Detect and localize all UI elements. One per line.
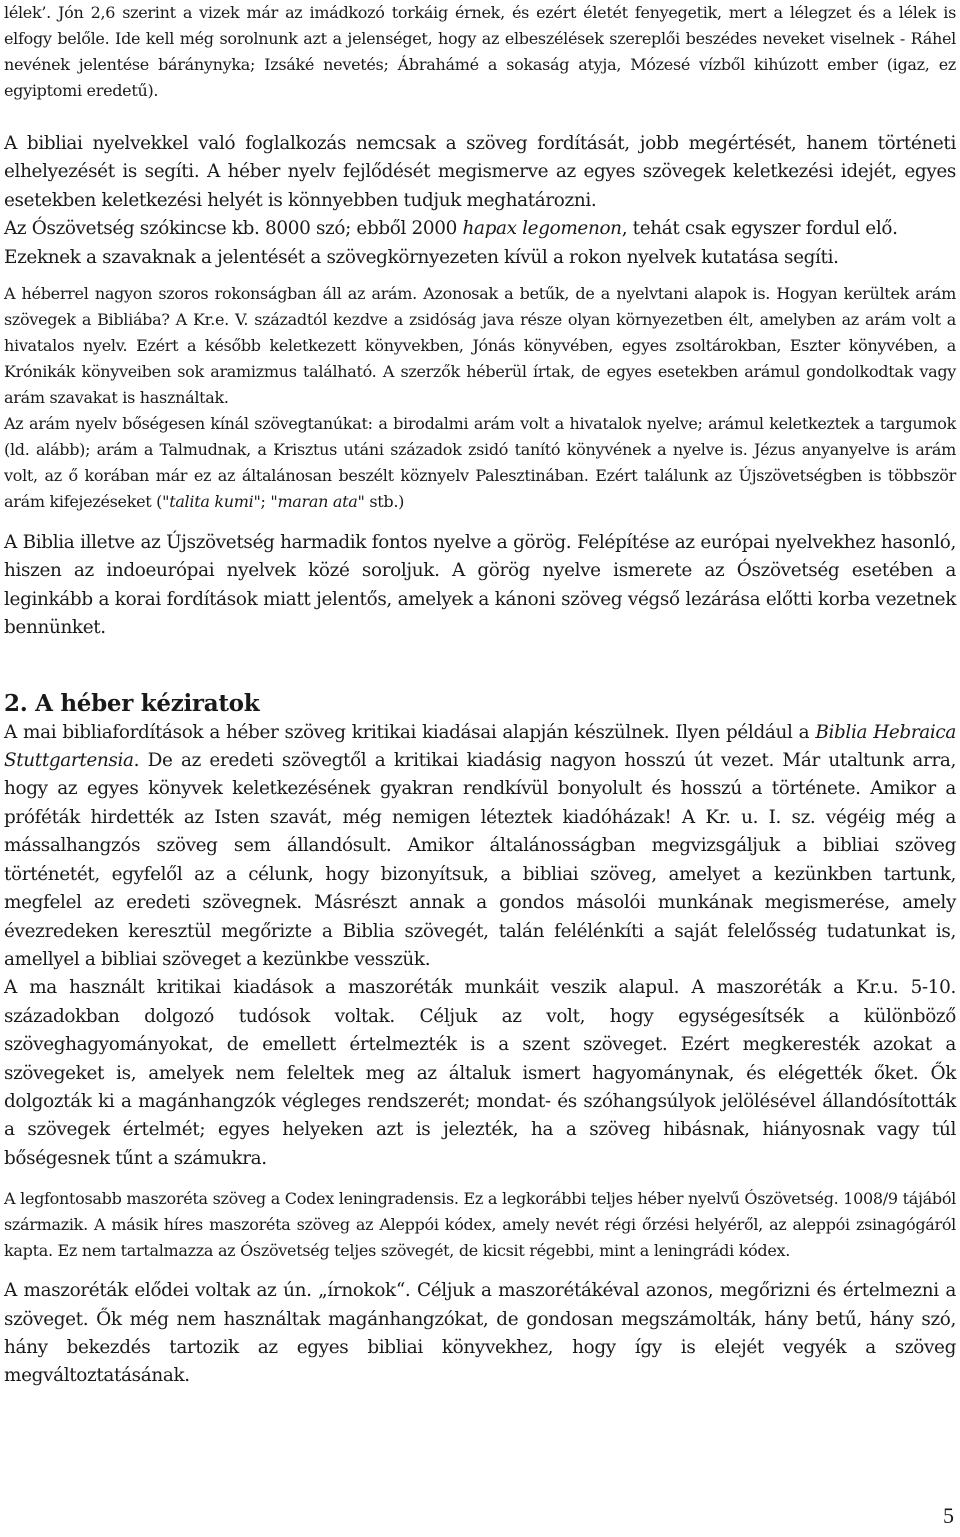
biblia-hebraica-title: Biblia Hebraica Stuttgartensia <box>4 721 956 772</box>
paragraph-rokon-nyelvek: Ezeknek a szavaknak a jelentését a szövegkörnyezeten kívül a rokon nyelvek kutatása segíti. <box>4 246 839 268</box>
maran-ata-term: maran ata <box>277 492 358 512</box>
paragraph-kritikai-kiadasok: A mai bibliafordítások a héber szöveg kritikai kiadásai alapján készülnek. Ilyen például a Biblia Hebraica Stuttgartensia. De az eredeti szövegtől a kritikai kiadásig nagyon hosszú út vezet. Már utaltunk arra, hogy az egyes könyvek keletkezésének gyakran rendkívül bonyolult és hosszú a története. Amikor a próféták hirdették az Isten szavát, még nemigen léteztek kiadóházak! A Kr. u. I. sz. végéig még a mássalhangzós szöveg sem állandósult. Amikor általánosságban megvizsgáljuk a bibliai szöveg történetét, egyfelől az a célunk, hogy bizonyítsuk, a bibliai szöveg, amelyet a kezünkben tartunk, megfelel az eredeti szövegnek. Másrészt annak a gondos másolói munkának megismerése, amely évezredeken keresztül megőrizte a Biblia szövegét, talán felélénkíti a saját felelősség tudatunkat is, amellyel a bibliai szöveget a kezünkbe vesszük. <box>4 721 956 970</box>
paragraph-beszedes-nevek: lélek’. Jón 2,6 szerint a vizek már az imádkozó torkáig érnek, és ezért életét fenyegetik, mert a lélegzet és a lélek is elfogy belőle. Ide kell még sorolnunk azt a jelenséget, hogy az elbeszélések szereplői beszédes neveket viselnek - Ráhel nevének jelentése báránynyka; Izsáké nevetés; Ábrahámé a sokaság atyja, Mózesé vízből kihúzott ember (igaz, ez egyiptomi eredetű). <box>4 3 956 100</box>
paragraph-aram-szovegtanuk: Az arám nyelv bőségesen kínál szövegtanúkat: a birodalmi arám volt a hivatalok nyelve; arámul keletkeztek a targumok (ld. alább); arám a Talmudnak, a Krisztus utáni századok zsidó tanító könyvének a nyelve is. Jézus anyanyelve is arám volt, az ő korában már ez az általánosan beszélt köznyelv Palesztinában. Ezért találunk az Újszövetségben is többször arám kifejezéseket ("talita kumi"; "maran ata" stb.) <box>4 414 956 512</box>
paragraph-gorog-nyelv: A Biblia illetve az Újszövetség harmadik fontos nyelve a görög. Felépítése az európai nyelvekhez hasonló, hiszen az indoeurópai nyelvek közé soroljuk. A görög nyelve ismerete az Ószövetség esetében a leginkább a korai fordítások miatt jelentős, amelyek a kánoni szöveg végső lezárása előtti korba vezetnek bennünket. <box>4 532 956 639</box>
paragraph-aram-nyelv: A héberrel nagyon szoros rokonságban áll az arám. Azonosak a betűk, de a nyelvtani alapok is. Hogyan kerültek arám szövegek a Bibliába? A Kr.e. V. századtól kezdve a zsidóság java része olyan környezetben élt, amelyben az arám volt a hivatalos nyelv. Ezért a később keletkezett könyvekben, Jónás könyvében, egyes zsoltárokban, Eszter könyvében, a Krónikák könyveiben sok aramizmus található. A szerzők héberül írtak, de egyes esetekben arámul gondolkodtak vagy arám szavakat is használtak. <box>4 284 956 408</box>
paragraph-irnokok: A maszoréták elődei voltak az ún. „írnokok“. Céljuk a maszorétákéval azonos, megőrizni és értelmezni a szöveget. Ők még nem használtak magánhangzókat, de gondosan megszámolták, hány betű, hány szó, hány bekezdés tartozik az egyes bibliai könyvekhez, hogy így is elejét vegyék a szöveg megváltoztatásának. <box>4 1280 956 1387</box>
talita-kumi-term: talita kumi <box>169 492 254 512</box>
page-number: 5 <box>943 1503 954 1528</box>
paragraph-codex-leningradensis: A legfontosabb maszoréta szöveg a Codex leningradensis. Ez a legkorábbi teljes héber nyelvű Ószövetség. 1008/9 tájából származik. A másik híres maszoréta szöveg az Aleppói kódex, amely nevét régi őrzési helyéről, az aleppói zsinagógáról kapta. Ez nem tartalmazza az Ószövetség teljes szövegét, de kicsit régebbi, mint a leningrádi kódex. <box>4 1189 956 1261</box>
section-heading: 2. A héber kéziratok <box>4 689 260 717</box>
paragraph-maszoretak: A ma használt kritikai kiadások a maszoréták munkáit veszik alapul. A maszoréták a Kr.u. 5-10. századokban dolgozó tudósok voltak. Céljuk az volt, hogy egységesítsék a különböző szöveghagyományokat, de emellett értelmezték is a szent szöveget. Ezért megkeresték azokat a szövegeket is, amelyek nem feleltek meg az általuk ismert hagyománynak, és elégették őket. Ők dolgozták ki a magánhangzók végleges rendszerét; mondat- és szóhangsúlyok jelölésével állandósították a szövegek értelmét; egyes helyeken azt is jelezték, ha a szöveg hibásnak, hiányosnak vagy túl bőségesnek tűnt a számukra. <box>4 977 956 1169</box>
document-page <box>4 0 956 1391</box>
paragraph-bibliai-nyelvek: A bibliai nyelvekkel való foglalkozás nemcsak a szöveg fordítását, jobb megértését, hanem történeti elhelyezését is segíti. A héber nyelv fejlődését megismerve az egyes szövegek keletkezési idejét, egyes esetekben keletkezési helyét is könnyebben tudjuk meghatározni. <box>4 133 956 211</box>
hapax-legomenon-term: hapax legomenon <box>462 218 622 240</box>
paragraph-oszovetseg-szokincse: Az Ószövetség szókincse kb. 8000 szó; ebből 2000 hapax legomenon, tehát csak egyszer fordul elő. <box>4 218 898 240</box>
